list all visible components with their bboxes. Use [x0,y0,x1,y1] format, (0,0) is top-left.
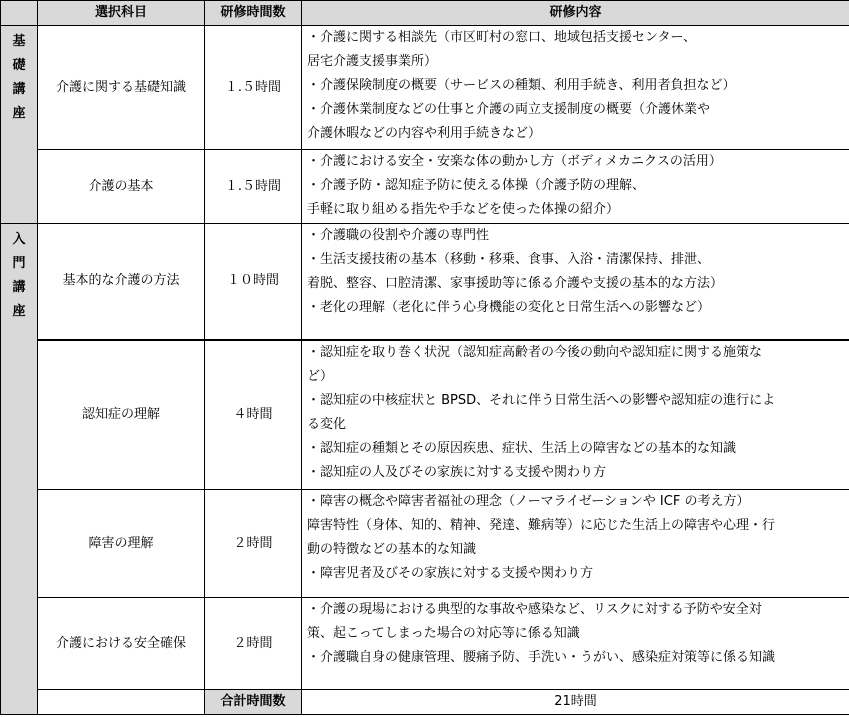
category-basic-label: 基 礎 講 座 [12,34,26,121]
total-hours: 21時間 [302,690,849,715]
subject-cell: 介護の基本 [38,150,205,224]
table-row [1,598,849,690]
hours-cell: ４時間 [205,340,302,490]
subject-cell: 基本的な介護の方法 [38,224,205,340]
content-line: る変化 [307,416,347,432]
content-line: ・介護における安全・安楽な体の動かし方（ボディメカニクスの活用） [307,154,722,169]
content-line: ・介護の現場における典型的な事故や感染など、リスクに対する予防や安全対 [307,602,762,617]
content-line: 障害特性（身体、知的、精神、発達、難病等）に応じた生活上の障害や心理・行 [307,518,776,533]
content-line: 着脱、整容、口腔清潔、家事援助等に係る介護や支援の基本的な方法） [307,276,724,291]
content-line: ・認知症の中核症状と BPSD、それに伴う日常生活への影響や認知症の進行によ [307,392,776,408]
content-line: ・介護保険制度の概要（サービスの種類、利用手続き、利用者負担など） [307,78,736,93]
content-line: 動の特徴などの基本的な知識 [307,542,477,557]
content-line: ・認知症を取り巻く状況（認知症高齢者の今後の動向や認知症に関する施策な [307,344,763,360]
content-cell [302,490,849,598]
content-cell [302,224,849,340]
hours-cell: ２時間 [205,598,302,690]
category-intro [1,224,38,715]
content-line: ・介護職の役割や介護の専門性 [307,228,490,243]
table-row [1,340,849,490]
content-line: ・老化の理解（老化に伴う心身機能の変化と日常生活への影響など） [307,300,711,315]
content-line: ・介護休業制度などの仕事と介護の両立支援制度の概要（介護休業や [307,102,711,117]
category-basic [1,26,38,224]
content-cell [302,340,849,490]
table-row [1,224,849,340]
content-line: ・障害児者及びその家族に対する支援や関わり方 [307,566,594,581]
subject-cell: 認知症の理解 [38,340,205,490]
content-line: ・介護職自身の健康管理、腰痛予防、手洗い・うがい、感染症対策等に係る知識 [307,650,776,665]
total-blank-cell [38,690,205,715]
table-row [1,26,849,150]
table-row [1,490,849,598]
content-line: ・障害の概念や障害者福祉の理念（ノーマライゼーションや ICF の考え方） [307,494,750,509]
hours-cell: ２時間 [205,490,302,598]
hours-cell: １.５時間 [205,26,302,150]
content-line: ど） [307,368,334,384]
content-cell [302,26,849,150]
table-row [1,150,849,224]
content-line: ・生活支援技術の基本（移動・移乗、食事、入浴・清潔保持、排泄、 [307,252,711,267]
content-line: 居宅介護支援事業所） [307,54,438,69]
content-line: ・介護に関する相談先（市区町村の窓口、地域包括支援センター、 [307,30,696,45]
header-subject: 選択科目 [38,1,205,26]
content-cell [302,150,849,224]
content-line: ・認知症の種類とその原因疾患、症状、生活上の障害などの基本的な知識 [307,440,737,456]
subject-cell: 介護に関する基礎知識 [38,26,205,150]
subject-cell: 介護における安全確保 [38,598,205,690]
content-line: 策、起こってしまった場合の対応等に係る知識 [307,626,580,641]
header-hours: 研修時間数 [205,1,302,26]
content-line: ・認知症の人及びその家族に対する支援や関わり方 [307,464,607,480]
header-content: 研修内容 [302,1,849,26]
content-line: 手軽に取り組める指先や手などを使った体操の紹介） [307,202,620,217]
subject-cell: 障害の理解 [38,490,205,598]
header-corner [1,1,38,26]
category-intro-label: 入 門 講 座 [12,232,26,319]
content-line: ・介護予防・認知症予防に使える体操（介護予防の理解、 [307,178,646,193]
content-cell [302,598,849,690]
total-label: 合計時間数 [205,690,302,715]
total-row [1,690,849,715]
hours-cell: １０時間 [205,224,302,340]
content-line: 介護休暇などの内容や利用手続きなど） [307,126,542,141]
hours-cell: １.５時間 [205,150,302,224]
header-row [1,1,849,26]
